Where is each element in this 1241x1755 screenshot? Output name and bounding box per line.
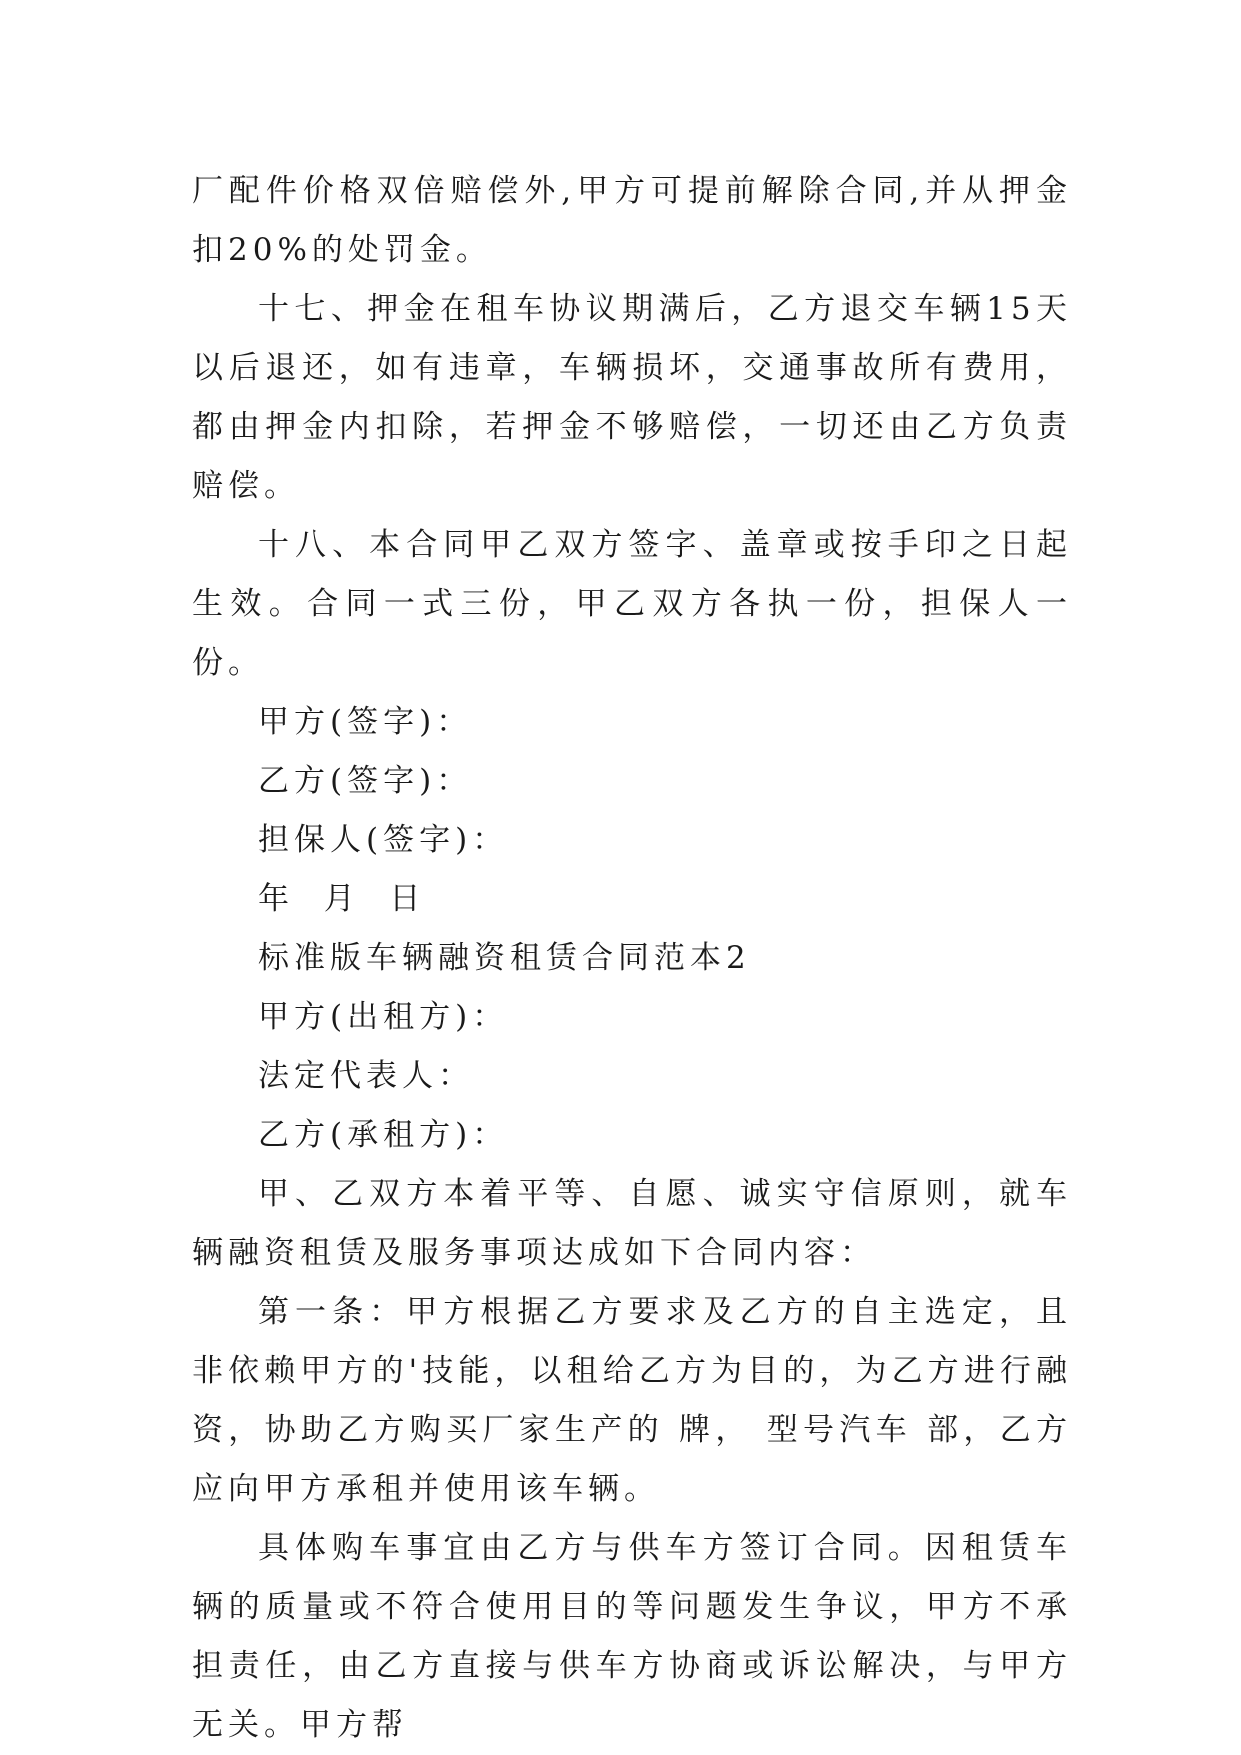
section-title: 标准版车辆融资租赁合同范本2 (258, 940, 751, 976)
paragraph-preamble: 甲、乙双方本着平等、自愿、诚实守信原则，就车辆融资租赁及服务事项达成如下合同内容： (192, 1176, 1072, 1271)
paragraph-purchase: 具体购车事宜由乙方与供车方签订合同。因租赁车辆的质量或不符合使用目的等问题发生争议，甲方不承担责任，由乙方直接与供车方协商或诉讼解决，与甲方无关。甲方帮 (192, 1530, 1072, 1743)
party-lessee: 乙方(承租方)： (258, 1117, 509, 1153)
paragraph-penalty: 厂配件价格双倍赔偿外,甲方可提前解除合同,并从押金扣20%的处罚金。 (192, 173, 1072, 268)
signature-date: 年 月 日 (258, 881, 426, 917)
paragraph-article-1: 第一条：甲方根据乙方要求及乙方的自主选定，且非依赖甲方的'技能，以租给乙方为目的，为乙方进行融资，协助乙方购买厂家生产的 牌， 型号汽车 部，乙方应向甲方承租并使用该车辆。 (192, 1294, 1072, 1507)
signature-party-b: 乙方(签字)： (258, 763, 473, 799)
party-lessor: 甲方(出租方)： (258, 999, 509, 1035)
signature-guarantor: 担保人(签字)： (258, 822, 509, 858)
paragraph-clause-18: 十八、本合同甲乙双方签字、盖章或按手印之日起生效。合同一式三份，甲乙双方各执一份，担保人一份。 (192, 527, 1072, 681)
paragraph-clause-17: 十七、押金在租车协议期满后，乙方退交车辆15天以后退还，如有违章，车辆损坏，交通事故所有费用，都由押金内扣除，若押金不够赔偿，一切还由乙方负责赔偿。 (192, 291, 1072, 504)
party-legal-rep: 法定代表人： (258, 1058, 474, 1094)
document-page (192, 162, 1072, 1755)
signature-party-a: 甲方(签字)： (258, 704, 473, 740)
